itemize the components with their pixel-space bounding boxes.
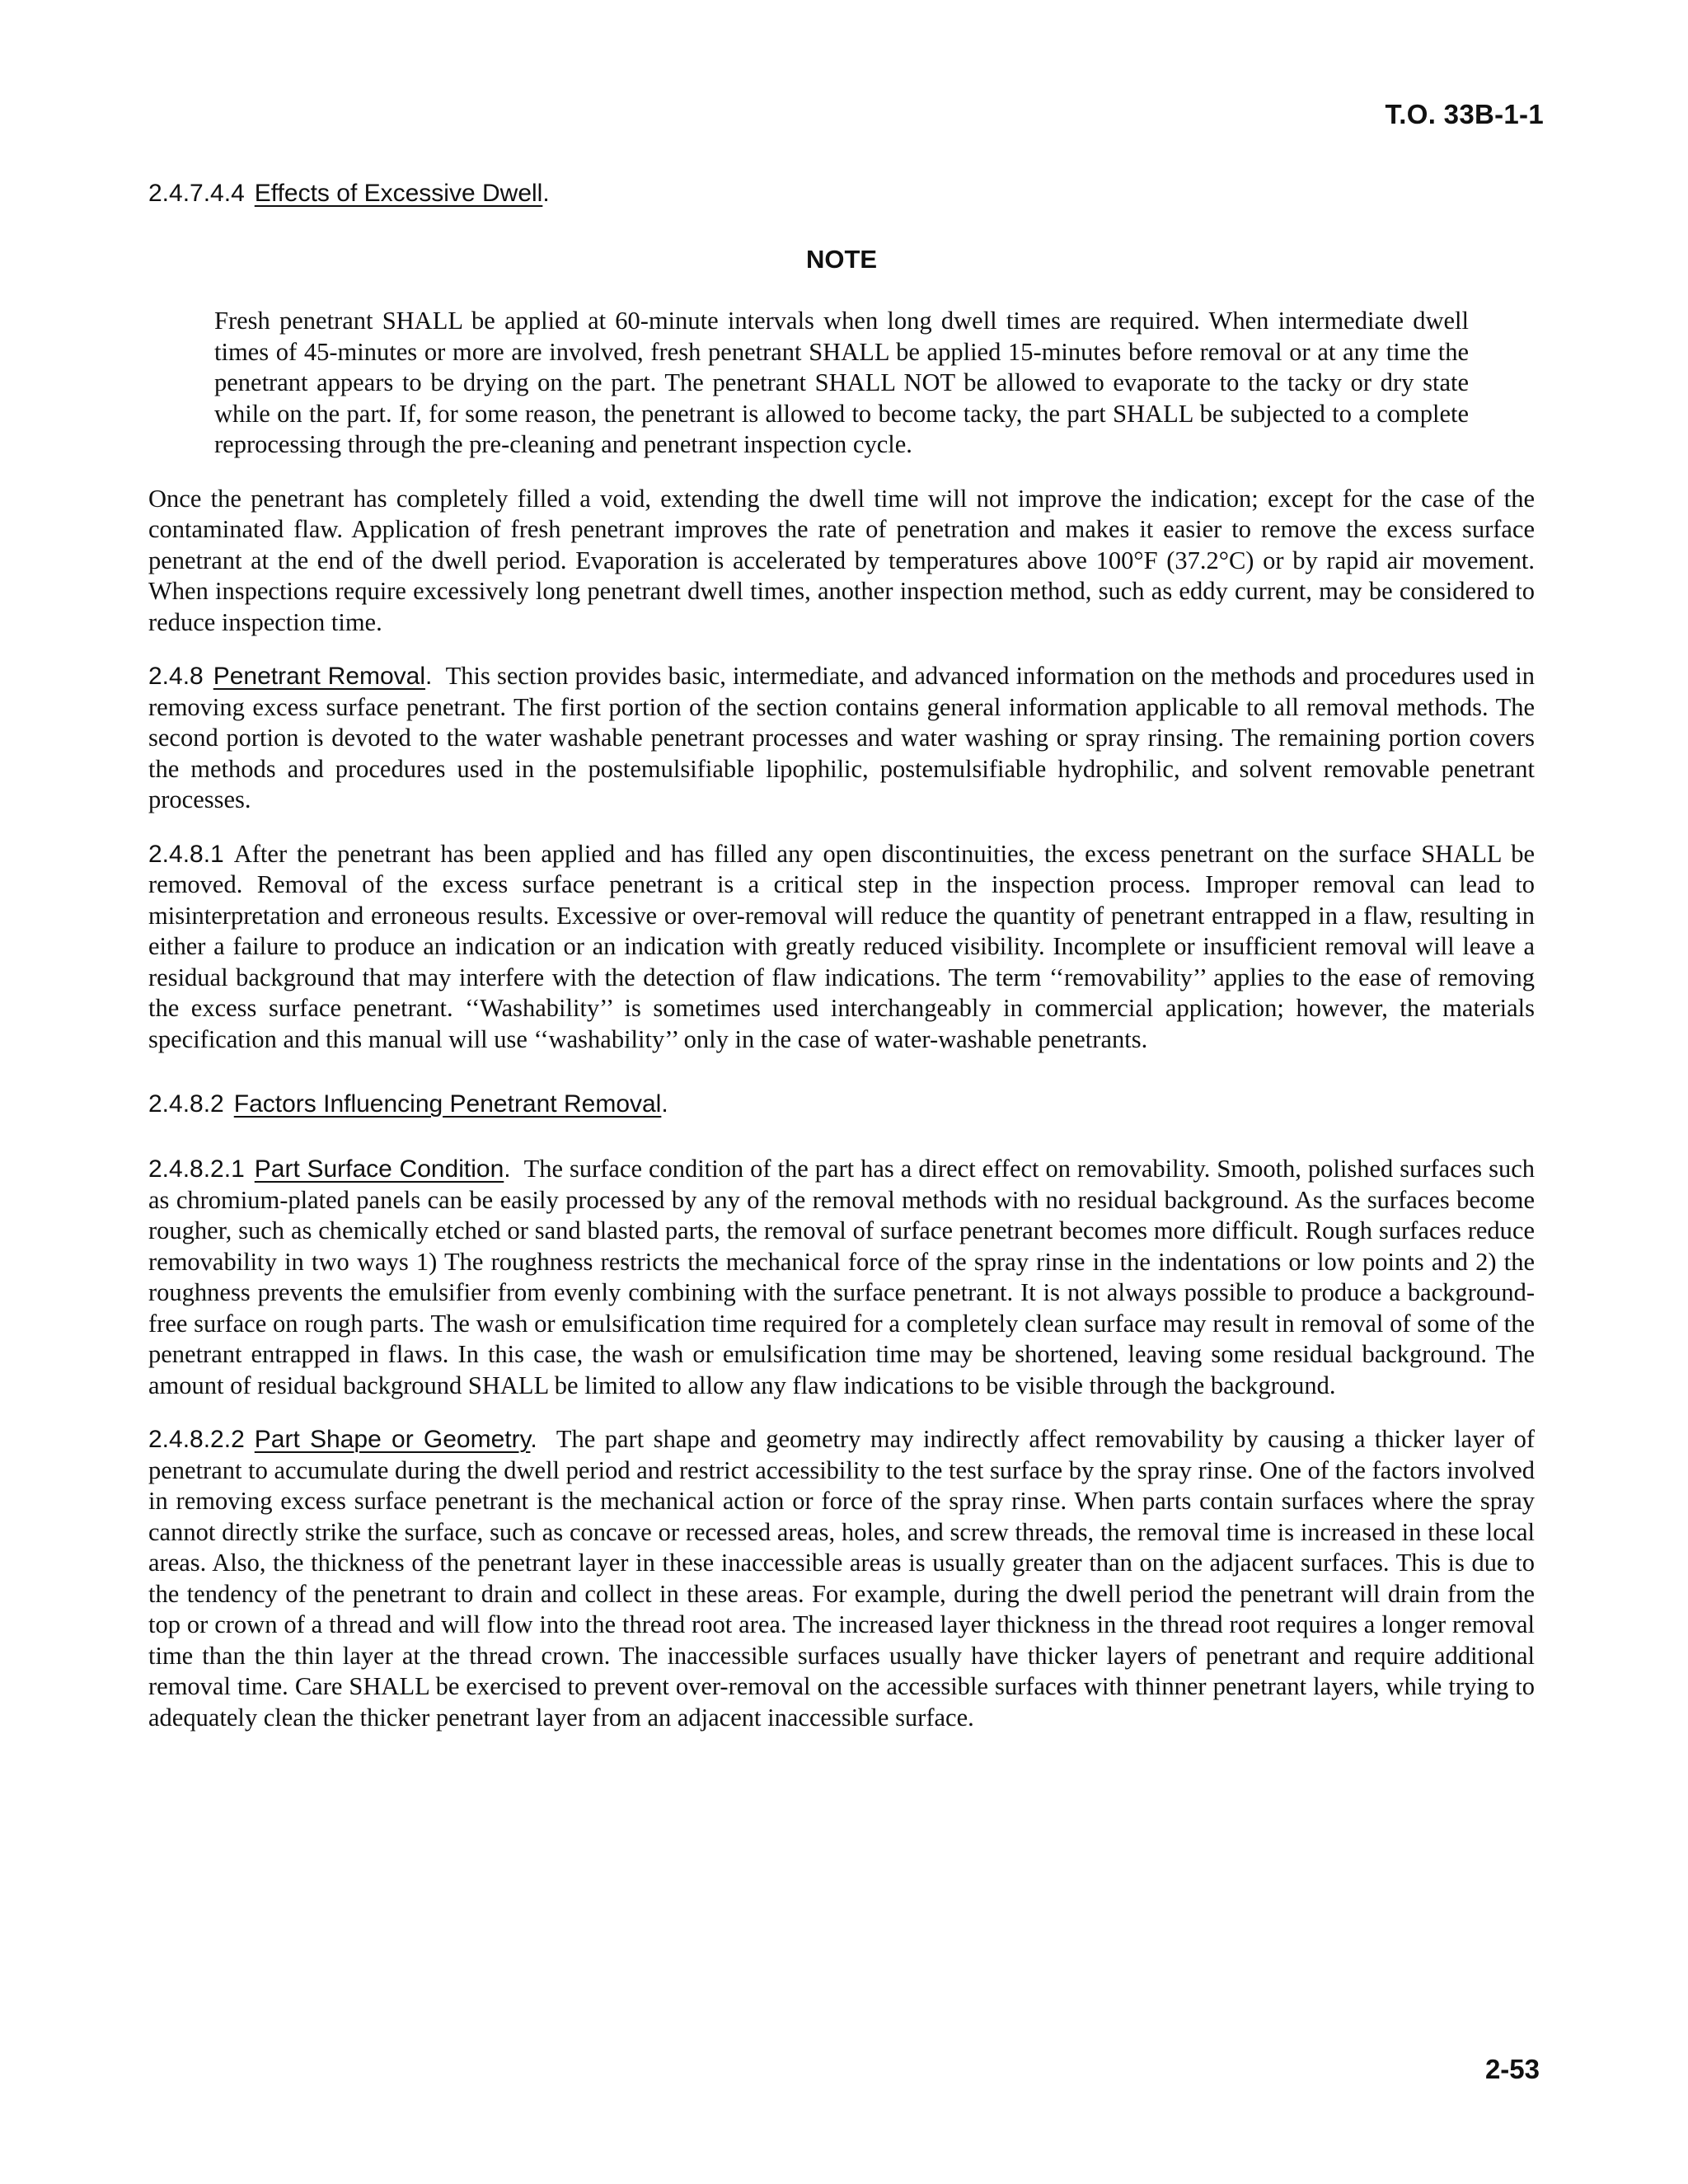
section-2-4-8-2-1 bbox=[148, 1154, 1535, 1401]
dwell-paragraph: Once the penetrant has completely filled a void, extending the dwell time will not improve the indication; except for the case of the contaminated flaw. Application of fresh penetrant improves the rate of penetration and makes it easier to remove the excess surface penetrant at the end of the dwell period. Evaporation is accelerated by temperatures above 100°F (37.2°C) or by rapid air movement. When inspections require excessively long penetrant dwell times, another inspection method, such as eddy current, may be considered to reduce inspection time. bbox=[148, 484, 1535, 636]
section-body: After the penetrant has been applied and has filled any open discontinuities, the excess penetrant on the surface SHALL be removed. Removal of the excess surface penetrant is a critical step in the inspection process. Improper removal can lead to misinterpretation and erroneous results. Excessive or over-removal will reduce the quantity of penetrant entrapped in a flaw, resulting in either a failure to produce an indication or an indication with greatly reduced visibility. Incomplete or insufficient removal will leave a residual background that may interfere with the detection of flaw indications. The term ‘‘removability’’ applies to the ease of removing the excess surface penetrant. ‘‘Washability’’ is sometimes used interchangeably in commercial application; however, the materials specification and this manual will use ‘‘washability’’ only in the case of water-washable penetrants. bbox=[148, 839, 1535, 1053]
section-title: Penetrant Removal bbox=[213, 663, 426, 690]
section-title: Part Shape or Geometry bbox=[254, 1426, 531, 1453]
section-body: This section provides basic, intermediate, and advanced information on the methods and procedures used in removing excess surface penetrant. The first portion of the section contains general information applicable to all removal methods. The second portion is devoted to the water washable penetrant processes and water washing or spray rinsing. The remaining portion covers the methods and procedures used in the postemulsifiable lipophilic, postemulsifiable hydrophilic, and solvent removable penetrant processes. bbox=[148, 662, 1535, 813]
section-title: Part Surface Condition bbox=[254, 1155, 504, 1183]
section-lead bbox=[148, 663, 432, 690]
section-2-4-8-1 bbox=[148, 839, 1535, 1056]
section-2-4-8 bbox=[148, 661, 1535, 816]
section-body: The surface condition of the part has a direct effect on removability. Smooth, polished surfaces such as chromium-plated panels can be easily processed by any of the removal methods with no residual background. As the surfaces become rougher, such as chemically etched or sand blasted parts, the removal of surface penetrant becomes more difficult. Rough surfaces reduce removability in two ways 1) The roughness restricts the mechanical force of the spray rinse in the indentations or low points and 2) the roughness prevents the emulsifier from evenly combining with the surface penetrant. It is not always possible to produce a background-free surface on rough parts. The wash or emulsification time required for a completely clean surface may result in removal of some of the penetrant entrapped in flaws. In this case, the wash or emulsification time may be shortened, leaving some residual background. The amount of residual background SHALL be limited to allow any flaw indications to be visible through the background. bbox=[148, 1155, 1535, 1399]
page-content bbox=[148, 177, 1535, 1733]
page-number: 2-53 bbox=[1484, 2054, 1540, 2084]
section-number: 2.4.8.2.1 bbox=[148, 1155, 245, 1183]
heading-2-4-7-4-4 bbox=[148, 177, 1535, 210]
section-number: 2.4.8.2.2 bbox=[148, 1426, 245, 1453]
section-lead bbox=[148, 841, 234, 868]
section-number: 2.4.8.2 bbox=[148, 1090, 224, 1118]
section-2-4-8-2-2 bbox=[148, 1424, 1535, 1733]
section-body: The part shape and geometry may indirectly affect removability by causing a thicker layer of penetrant to accumulate during the dwell period and restrict accessibility to the test surface by the spray rinse. One of the factors involved in removing excess surface penetrant is the mechanical action or force of the spray rinse. When parts contain surfaces where the spray cannot directly strike the surface, such as concave or recessed areas, holes, and screw threads, the removal time is increased in these local areas. Also, the thickness of the penetrant layer in these inaccessible areas is usually greater than on the adjacent surfaces. This is due to the tendency of the penetrant to drain and collect in these areas. For example, during the dwell period the penetrant will drain from the top or crown of a thread and will flow into the thread root area. The increased layer thickness in the thread root requires a longer removal time than the thin layer at the thread crown. The inaccessible surfaces usually have thicker layers of penetrant and require additional removal time. Care SHALL be exercised to prevent over-removal on the accessible surfaces with thinner penetrant layers, while trying to adequately clean the thicker penetrant layer from an adjacent inaccessible surface. bbox=[148, 1425, 1535, 1732]
section-title-period: . bbox=[661, 1090, 668, 1118]
note-title: NOTE bbox=[805, 245, 878, 274]
heading-2-4-8-2 bbox=[148, 1088, 1535, 1121]
section-title: Effects of Excessive Dwell bbox=[254, 180, 543, 207]
section-title-period: . bbox=[530, 1426, 537, 1453]
section-lead bbox=[148, 1426, 537, 1453]
section-number: 2.4.8 bbox=[148, 663, 204, 690]
section-title-period: . bbox=[425, 663, 433, 690]
note-body: Fresh penetrant SHALL be applied at 60-minute intervals when long dwell times are required. When intermediate dwell times of 45-minutes or more are involved, fresh penetrant SHALL be applied 15-minutes before removal or at any time the penetrant appears to be drying on the part. The penetrant SHALL NOT be allowed to evaporate to the tacky or dry state while on the part. If, for some reason, the penetrant is allowed to become tacky, the part SHALL be subjected to a complete reprocessing through the pre-cleaning and penetrant inspection cycle. bbox=[214, 307, 1469, 458]
section-title-period: . bbox=[504, 1155, 511, 1183]
section-title: Factors Influencing Penetrant Removal bbox=[233, 1090, 662, 1118]
section-lead bbox=[148, 1155, 511, 1183]
document-id: T.O. 33B-1-1 bbox=[1385, 99, 1544, 129]
section-title-period: . bbox=[542, 180, 550, 207]
section-number: 2.4.7.4.4 bbox=[148, 180, 245, 207]
section-number: 2.4.8.1 bbox=[148, 840, 224, 868]
